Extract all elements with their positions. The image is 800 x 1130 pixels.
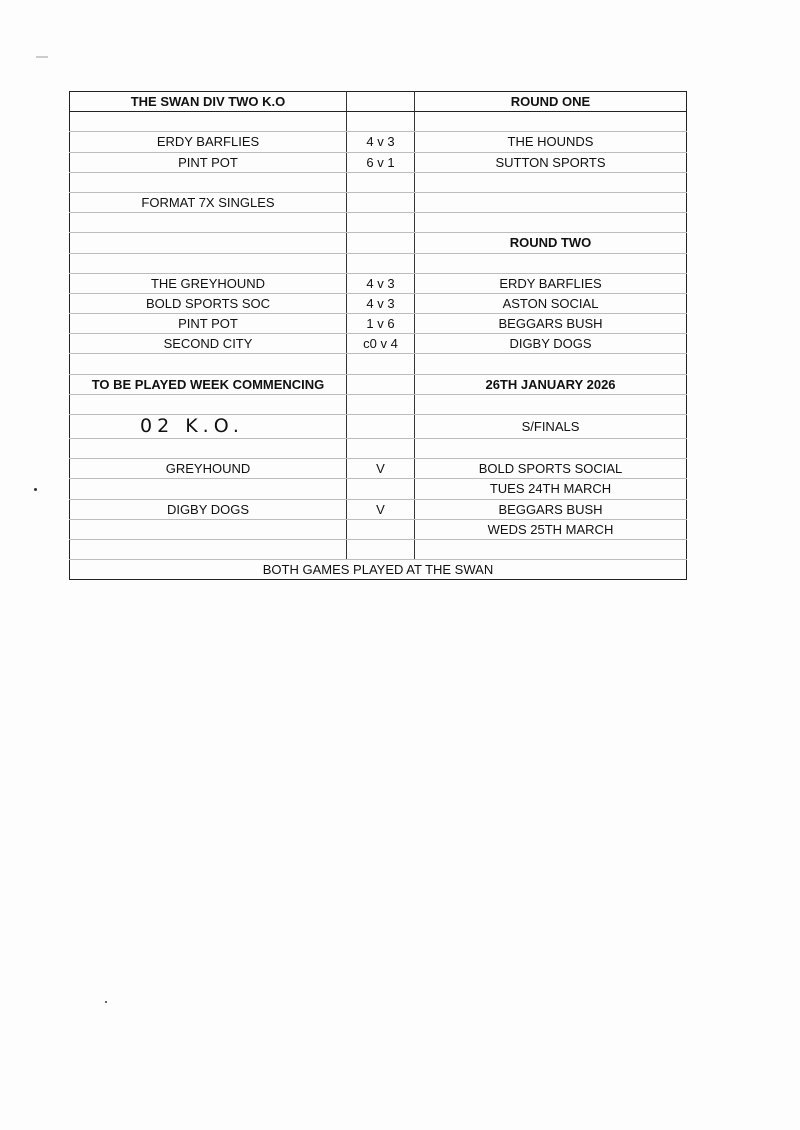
round-one-label: ROUND ONE [415, 92, 687, 112]
home-team: GREYHOUND [70, 459, 347, 479]
schedule-label: TO BE PLAYED WEEK COMMENCING [70, 374, 347, 394]
footer-row [70, 560, 687, 580]
match-row [70, 334, 687, 354]
home-team: THE GREYHOUND [70, 273, 347, 293]
away-team: BEGGARS BUSH [415, 314, 687, 334]
home-team: BOLD SPORTS SOC [70, 293, 347, 313]
match-row [70, 273, 687, 293]
away-team: ERDY BARFLIES [415, 273, 687, 293]
match-score: 1 v 6 [347, 314, 415, 334]
home-team: DIGBY DOGS [70, 499, 347, 519]
spacer-row [70, 172, 687, 192]
away-team: BOLD SPORTS SOCIAL [415, 459, 687, 479]
schedule-row [70, 374, 687, 394]
spacer-row [70, 112, 687, 132]
round-two-header-row [70, 233, 687, 253]
semis-header-row [70, 415, 687, 439]
spacer-row [70, 354, 687, 374]
round-two-label: ROUND TWO [415, 233, 687, 253]
match-score: c0 v 4 [347, 334, 415, 354]
match-row [70, 293, 687, 313]
away-team: SUTTON SPORTS [415, 152, 687, 172]
knockout-table [69, 91, 687, 580]
spacer-row [70, 394, 687, 414]
away-team: ASTON SOCIAL [415, 293, 687, 313]
match-score: 6 v 1 [347, 152, 415, 172]
spacer-row [70, 253, 687, 273]
home-team: PINT POT [70, 152, 347, 172]
format-row [70, 192, 687, 212]
away-team: THE HOUNDS [415, 132, 687, 152]
spacer-row [70, 539, 687, 559]
competition-title: THE SWAN DIV TWO K.O [70, 92, 347, 112]
versus: V [347, 499, 415, 519]
match-score: 4 v 3 [347, 293, 415, 313]
handwritten-note: 02 K.O. [70, 415, 347, 439]
scan-speck [34, 488, 37, 491]
spacer-row [70, 439, 687, 459]
semi-finals-label: S/FINALS [415, 415, 687, 439]
semi-date: TUES 24TH MARCH [415, 479, 687, 499]
match-row [70, 314, 687, 334]
semi-date-row [70, 519, 687, 539]
header-middle [347, 92, 415, 112]
semi-final-row [70, 499, 687, 519]
schedule-date: 26TH JANUARY 2026 [415, 374, 687, 394]
header-row [70, 92, 687, 112]
semi-final-row [70, 459, 687, 479]
spacer-row [70, 213, 687, 233]
home-team: ERDY BARFLIES [70, 132, 347, 152]
match-score: 4 v 3 [347, 132, 415, 152]
away-team: BEGGARS BUSH [415, 499, 687, 519]
scan-speck [105, 1001, 107, 1003]
footer-note: BOTH GAMES PLAYED AT THE SWAN [262, 562, 494, 578]
semi-date: WEDS 25TH MARCH [415, 519, 687, 539]
format-text: FORMAT 7X SINGLES [70, 192, 347, 212]
semi-date-row [70, 479, 687, 499]
scan-speck [36, 56, 48, 58]
home-team: PINT POT [70, 314, 347, 334]
home-team: SECOND CITY [70, 334, 347, 354]
match-score: 4 v 3 [347, 273, 415, 293]
match-row [70, 152, 687, 172]
away-team: DIGBY DOGS [415, 334, 687, 354]
versus: V [347, 459, 415, 479]
match-row [70, 132, 687, 152]
